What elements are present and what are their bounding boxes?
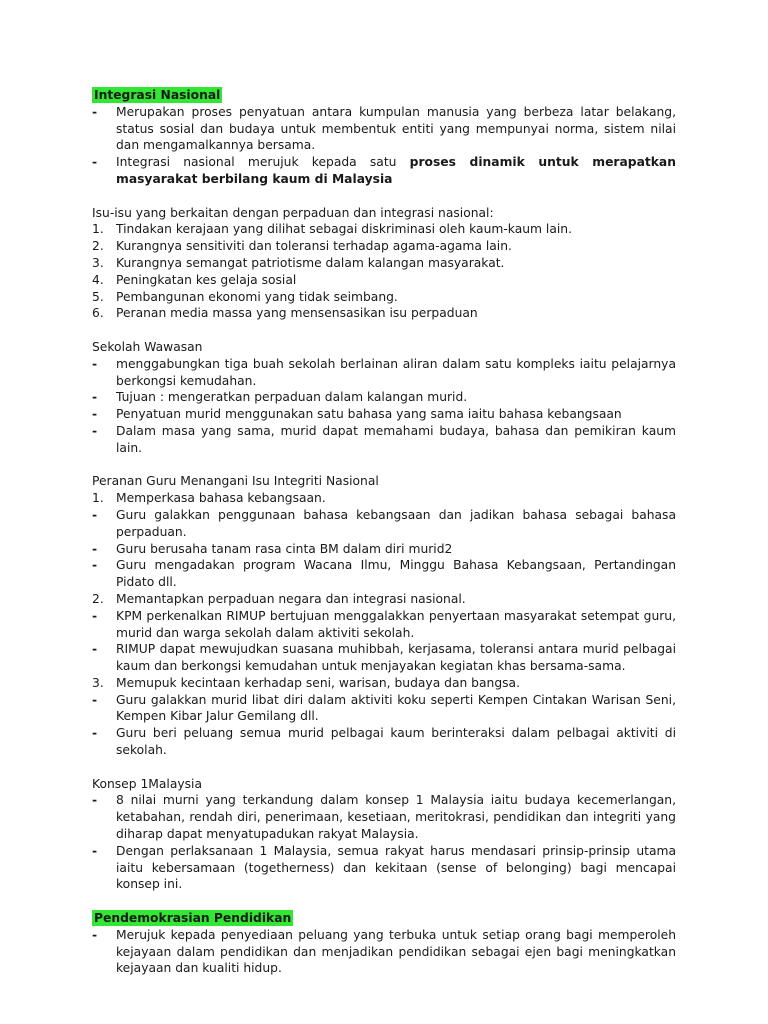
list-number: 1. xyxy=(92,491,104,506)
list-text: Kurangnya semangat patriotisme dalam kalangan masyarakat. xyxy=(116,255,505,270)
bullet-text: Penyatuan murid menggunakan satu bahasa yang sama iaitu bahasa kebangsaan xyxy=(116,407,622,422)
document-content xyxy=(92,87,676,977)
bullet-dash: - xyxy=(92,356,98,371)
bullet-text: Dengan perlaksanaan 1 Malaysia, semua rakyat harus mendasari prinsip-prinsip utama iaitu kebersamaan (togetherness) dan kekitaan (sense of belonging) bagi mencapai konsep ini. xyxy=(116,843,676,892)
list-item xyxy=(92,608,676,642)
list-text: Pembangunan ekonomi yang tidak seimbang. xyxy=(116,289,398,304)
bullet-dash: - xyxy=(92,407,98,422)
list-item xyxy=(92,255,676,272)
section-konsep-1malaysia xyxy=(92,776,676,894)
list-item xyxy=(92,927,676,977)
bullet-dash: - xyxy=(92,104,98,119)
bullet-text-plain: Integrasi nasional merujuk kepada satu xyxy=(116,155,410,170)
isu-intro: Isu-isu yang berkaitan dengan perpaduan dan integrasi nasional: xyxy=(92,205,494,220)
list-text: Peranan media massa yang mensensasikan isu perpaduan xyxy=(116,306,478,321)
list-number: 3. xyxy=(92,255,104,270)
bullet-dash: - xyxy=(92,642,98,657)
list-text: Peningkatan kes gelaja sosial xyxy=(116,272,297,287)
list-item xyxy=(92,238,676,255)
list-item xyxy=(92,406,676,423)
bullet-text: KPM perkenalkan RIMUP bertujuan menggalakkan penyertaan masyarakat setempat guru, murid dan warga sekolah dalam aktiviti sekolah. xyxy=(116,608,676,640)
list-item xyxy=(92,104,676,154)
bullet-dash: - xyxy=(92,843,98,858)
bullet-text: Guru beri peluang semua murid pelbagai kaum berinteraksi dalam pelbagai aktiviti di sekolah. xyxy=(116,726,676,758)
bullet-text: Merupakan proses penyatuan antara kumpulan manusia yang berbeza latar belakang, status sosial dan budaya untuk membentuk entiti yang mempunyai norma, sistem nilai dan mengamalkannya bersama. xyxy=(116,104,676,153)
list-item xyxy=(92,356,676,390)
bullet-text: 8 nilai murni yang terkandung dalam konsep 1 Malaysia iaitu budaya kecemerlangan, ketabahan, rendah diri, penerimaan, kesetiaan, meritokrasi, pendidikan dan integriti yang diharap dapat menyatupadukan rakyat Malaysia. xyxy=(116,793,676,842)
list-number: 2. xyxy=(92,239,104,254)
bullet-text: Tujuan : mengeratkan perpaduan dalam kalangan murid. xyxy=(116,390,468,405)
list-number: 6. xyxy=(92,306,104,321)
bullet-dash: - xyxy=(92,558,98,573)
list-number: 2. xyxy=(92,591,104,606)
konsep-title: Konsep 1Malaysia xyxy=(92,776,203,791)
list-item xyxy=(92,507,676,541)
list-item xyxy=(92,490,676,507)
section-peranan-guru xyxy=(92,473,676,759)
list-item xyxy=(92,641,676,675)
bullet-text: Merujuk kepada penyediaan peluang yang terbuka untuk setiap orang bagi memperoleh kejayaan dalam pendidikan dan menjadikan pendidikan sebagai ejen bagi meningkatkan kejayaan dan kualiti hidup. xyxy=(116,927,676,976)
heading-pendemokrasian-pendidikan: Pendemokrasian Pendidikan xyxy=(94,911,292,926)
list-number: 1. xyxy=(92,222,104,237)
list-text: Kurangnya sensitiviti dan toleransi terhadap agama-agama lain. xyxy=(116,239,512,254)
list-number: 5. xyxy=(92,289,104,304)
list-item xyxy=(92,792,676,842)
list-item xyxy=(92,272,676,289)
list-text: Memperkasa bahasa kebangsaan. xyxy=(116,491,326,506)
section-pendemokrasian-pendidikan xyxy=(92,910,676,977)
list-item xyxy=(92,557,676,591)
list-item xyxy=(92,289,676,306)
bullet-text: Dalam masa yang sama, murid dapat memahami budaya, bahasa dan pemikiran kaum lain. xyxy=(116,423,676,455)
list-item xyxy=(92,675,676,692)
list-number: 4. xyxy=(92,272,104,287)
sekolah-title: Sekolah Wawasan xyxy=(92,339,203,354)
bullet-text: Guru galakkan penggunaan bahasa kebangsaan dan jadikan bahasa sebagai bahasa perpaduan. xyxy=(116,507,676,539)
section-integrasi-nasional xyxy=(92,87,676,188)
section-isu-isu xyxy=(92,205,676,323)
list-item xyxy=(92,591,676,608)
bullet-text: menggabungkan tiga buah sekolah berlainan aliran dalam satu kompleks iaitu pelajarnya berkongsi kemudahan. xyxy=(116,356,676,388)
list-text: Memantapkan perpaduan negara dan integrasi nasional. xyxy=(116,591,466,606)
bullet-dash: - xyxy=(92,608,98,623)
list-item xyxy=(92,305,676,322)
bullet-text: RIMUP dapat mewujudkan suasana muhibbah, kerjasama, toleransi antara murid pelbagai kaum dan berkongsi kemudahan untuk menjayakan kegiatan khas bersama-sama. xyxy=(116,642,676,674)
bullet-text: Guru galakkan murid libat diri dalam aktiviti koku seperti Kempen Cintakan Warisan Seni, Kempen Kibar Jalur Gemilang dll. xyxy=(116,692,676,724)
heading-integrasi-nasional: Integrasi Nasional xyxy=(94,88,221,102)
bullet-text-bold: proses dinamik untuk merapatkan masyarakat berbilang kaum di Malaysia xyxy=(116,155,676,186)
peranan-title: Peranan Guru Menangani Isu Integriti Nasional xyxy=(92,474,379,489)
bullet-dash: - xyxy=(92,155,98,170)
bullet-dash: - xyxy=(92,541,98,556)
section-sekolah-wawasan xyxy=(92,339,676,457)
list-text: Memupuk kecintaan kerhadap seni, warisan, budaya dan bangsa. xyxy=(116,675,520,690)
bullet-dash: - xyxy=(92,423,98,438)
list-text: Tindakan kerajaan yang dilihat sebagai diskriminasi oleh kaum-kaum lain. xyxy=(116,222,572,237)
list-item xyxy=(92,423,676,457)
list-item xyxy=(92,541,676,558)
bullet-text: Guru mengadakan program Wacana Ilmu, Minggu Bahasa Kebangsaan, Pertandingan Pidato dll. xyxy=(116,558,676,590)
bullet-dash: - xyxy=(92,390,98,405)
list-item xyxy=(92,154,676,188)
bullet-dash: - xyxy=(92,793,98,808)
bullet-dash: - xyxy=(92,927,98,942)
list-item xyxy=(92,843,676,893)
list-item xyxy=(92,389,676,406)
bullet-dash: - xyxy=(92,507,98,522)
bullet-dash: - xyxy=(92,726,98,741)
list-item xyxy=(92,221,676,238)
bullet-text xyxy=(116,154,676,188)
list-item xyxy=(92,692,676,726)
bullet-dash: - xyxy=(92,692,98,707)
list-item xyxy=(92,725,676,759)
list-number: 3. xyxy=(92,675,104,690)
bullet-text: Guru berusaha tanam rasa cinta BM dalam diri murid2 xyxy=(116,541,453,556)
